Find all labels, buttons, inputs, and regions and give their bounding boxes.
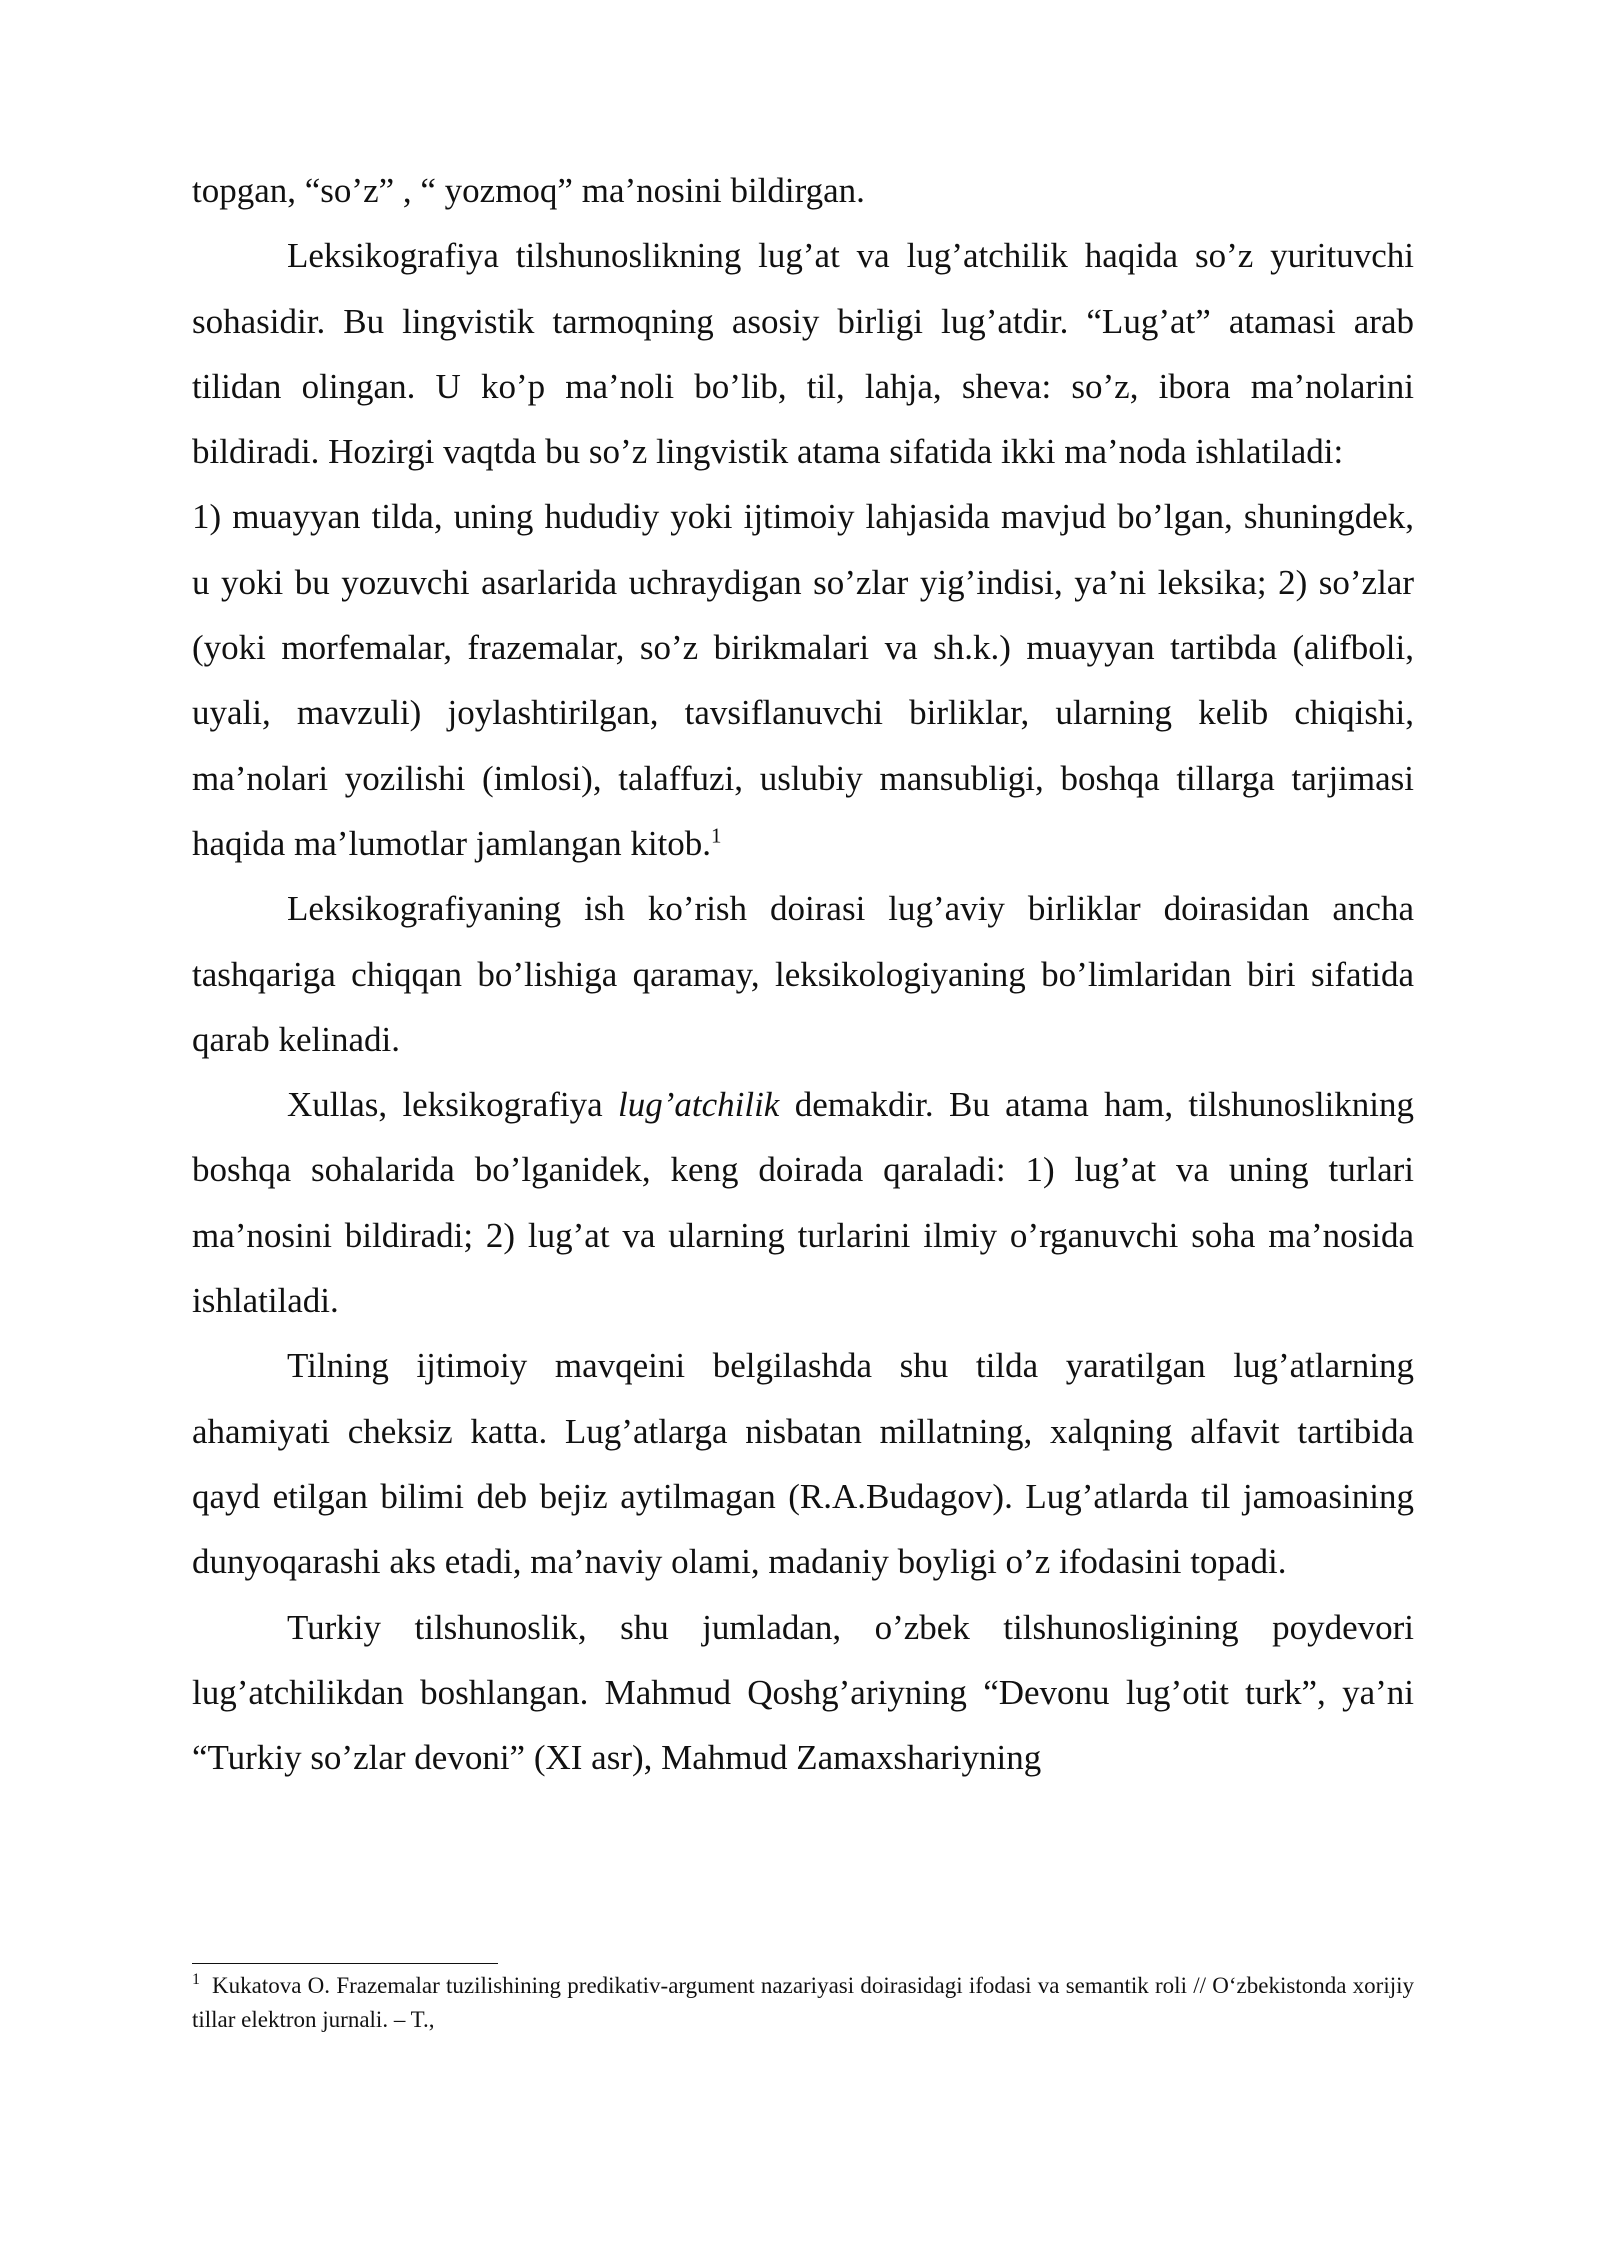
footnote-reference: 1 bbox=[711, 823, 722, 848]
paragraph-text-after: demakdir. Bu atama ham, tilshunoslikning boshqa sohalarida bo’lganidek, keng doirada qaraladi: 1) lug’at va uning turlari ma’nosini bildiradi; 2) lug’at va ularning turlarini ilmiy o’rganuvchi soha ma’nosida ishlatiladi. bbox=[192, 1085, 1414, 1321]
paragraph-turkic-linguistics bbox=[192, 1595, 1414, 1791]
paragraph-text: Turkiy tilshunoslik, shu jumladan, o’zbek tilshunosligining poydevori lug’atchilikdan boshlangan. Mahmud Qoshg’ariyning “Devonu lug’otit turk”, ya’ni “Turkiy so’zlar devoni” (XI asr), Mahmud Zamaxshariyning bbox=[192, 1607, 1414, 1778]
paragraph-social-role bbox=[192, 1333, 1414, 1594]
paragraph-conclusion bbox=[192, 1072, 1414, 1333]
footnote-separator bbox=[192, 1963, 498, 1964]
paragraph-text: topgan, “so’z” , “ yozmoq” ma’nosini bildirgan. bbox=[192, 171, 865, 210]
paragraph-scope bbox=[192, 876, 1414, 1072]
paragraph-text: Tilning ijtimoiy mavqeini belgilashda shu tilda yaratilgan lug’atlarning ahamiyati cheksiz katta. Lug’atlarga nisbatan millatning, xalqning alfavit tartibida qayd etilgan bilimi deb bejiz aytilmagan (R.A.Budagov). Lug’atlarda til jamoasining dunyoqarashi aks etadi, ma’naviy olami, madaniy boyligi o’z ifodasini topadi. bbox=[192, 1346, 1414, 1582]
paragraph-text: 1) muayyan tilda, uning hududiy yoki ijtimoiy lahjasida mavjud bo’lgan, shuningdek, u yoki bu yozuvchi asarlarida uchraydigan so’zlar yig’indisi, ya’ni leksika; 2) so’zlar (yoki morfemalar, frazemalar, so’z birikmalari va sh.k.) muayyan tartibda (alifboli, uyali, mavzuli) joylashtirilgan, tavsiflanuvchi birliklar, ularning kelib chiqishi, ma’nolari yozilishi (imlosi), talaffuzi, uslubiy mansubligi, boshqa tillarga tarjimasi haqida ma’lumotlar jamlangan kitob. bbox=[192, 497, 1414, 863]
footnote bbox=[192, 1969, 1414, 2037]
paragraph-leksikografiya-definition bbox=[192, 223, 1414, 484]
footnote-mark: 1 bbox=[192, 1971, 200, 1989]
body-text bbox=[192, 158, 1414, 1790]
paragraph-text: Leksikografiya tilshunoslikning lug’at va lug’atchilik haqida so’z yurituvchi sohasidir. Bu lingvistik tarmoqning asosiy birligi lug’atdir. “Lug’at” atamasi arab tilidan olingan. U ko’p ma’noli bo’lib, til, lahja, sheva: so’z, ibora ma’nolarini bildiradi. Hozirgi vaqtda bu so’z lingvistik atama sifatida ikki ma’noda ishlatiladi: bbox=[192, 236, 1414, 472]
paragraph-numbered-meanings bbox=[192, 484, 1414, 876]
footnote-text: Kukatova O. Frazemalar tuzilishining predikativ-argument nazariyasi doirasidagi ifodasi va semantik roli // O‘zbekistonda xorijiy tillar elektron jurnali. – T., bbox=[192, 1973, 1414, 2032]
paragraph-text: Leksikografiyaning ish ko’rish doirasi lug’aviy birliklar doirasidan ancha tashqariga chiqqan bo’lishiga qaramay, leksikologiyaning bo’limlaridan biri sifatida qarab kelinadi. bbox=[192, 889, 1414, 1059]
paragraph-text-before: Xullas, leksikografiya bbox=[287, 1085, 618, 1125]
italic-term: lug’atchilik bbox=[618, 1085, 780, 1125]
paragraph-continuation bbox=[192, 158, 1414, 223]
